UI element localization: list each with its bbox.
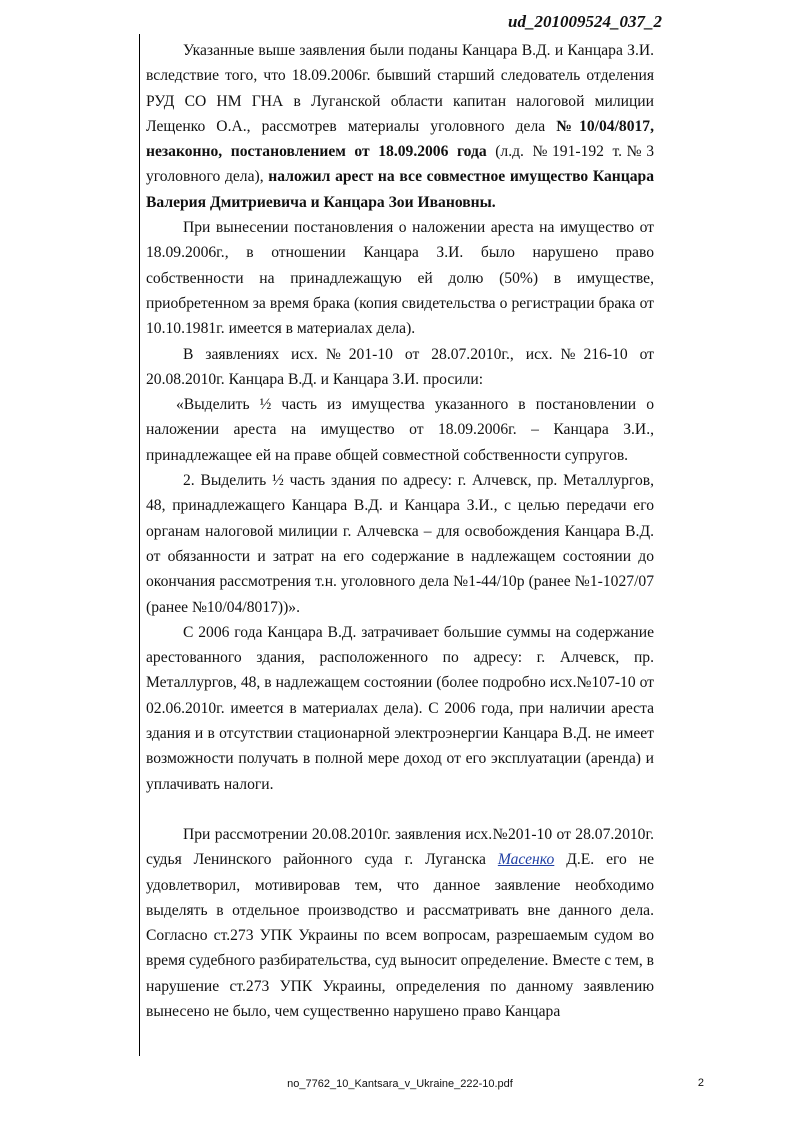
paragraph-text: Указанные выше заявления были поданы Канцара В.Д. и Канцара З.И. вследствие того, что 18.09.2006г. бывший старший следователь отделения РУД СО НМ ГНА в Луганской области капитан налоговой милиции Лещенко О.А., рассмотрев материалы уголовного дела [146, 42, 654, 135]
left-margin-rule [139, 34, 140, 1056]
footer-filename: no_7762_10_Kantsara_v_Ukraine_222-10.pdf [287, 1078, 513, 1090]
paragraph-quote-item-2: 2. Выделить ½ часть здания по адресу: г. Алчевск, пр. Металлургов, 48, принадлежащего Канцара В.Д. и Канцара З.И., с целью передачи его органам налоговой милиции г. Алчевска – для освобождения Канцара В.Д. от обязанности и затрат на его содержание в надлежащем состоянии до окончания рассмотрения т.н. уголовного дела №1-44/10р (ранее №1-1027/07 (ранее №10/04/8017))». [146, 472, 654, 616]
footer-page-number: 2 [697, 1077, 704, 1089]
document-body [146, 38, 654, 1024]
paragraph-quote-item-1: «Выделить ½ часть из имущества указанного в постановлении о наложении ареста на имущество от 18.09.2006г. – Канцара З.И., принадлежащее ей на праве общей совместной собственности супругов. [146, 396, 654, 464]
paragraph-property-rights: При вынесении постановления о наложении ареста на имущество от 18.09.2006г., в отношении Канцара З.И. было нарушено право собственности на принадлежащую ей долю (50%) в имуществе, приобретенном за время брака (копия свидетельства о регистрации брака от 10.10.1981г. имеется в материалах дела). [146, 219, 654, 338]
paragraph-gap [146, 797, 654, 822]
bold-text: №10/04/8017, незаконно, постановлением от 18.09.2006 года [146, 117, 655, 161]
paragraph-text: При рассмотрении 20.08.2010г. заявления исх.№201-10 от 28.07.2010г. судья Ленинского районного суда г. Луганска [146, 825, 654, 869]
paragraph-arrest-background [146, 38, 654, 215]
document-id: ud_201009524_037_2 [508, 12, 662, 31]
paragraph-applications: В заявлениях исх.№201-10 от 28.07.2010г., исх.№216-10 от 20.08.2010г. Канцара В.Д. и Канцара З.И. просили: [146, 345, 654, 388]
paragraph-expenses: С 2006 года Канцара В.Д. затрачивает большие суммы на содержание арестованного здания, расположенного по адресу: г. Алчевск, пр. Металлургов, 48, в надлежащем состоянии (более подробно исх.№107-10 от 02.06.2010г. имеется в материалах дела). С 2006 года, при наличии ареста здания и в отсутствии стационарной электроэнергии Канцара В.Д. не имеет возможности получать в полной мере доход от его эксплуатации (аренда) и уплачивать налоги. [146, 623, 654, 793]
bold-text: наложил арест на все совместное имущество Канцара Валерия Дмитриевича и Канцара Зои Ивановны. [146, 168, 655, 211]
paragraph-court-review [146, 822, 654, 1024]
judge-name-link[interactable]: Масенко [497, 851, 555, 869]
paragraph-text: Д.Е. его не удовлетворил, мотивировав тем, что данное заявление необходимо выделять в отдельное производство и рассматривать вне данного дела. Согласно ст.273 УПК Украины по всем вопросам, разрешаемым судом во время судебного разбирательства, суд выносит определение. Вместе с тем, в нарушение ст.273 УПК Украины, определения по данному заявлению вынесено не было, чем существенно нарушено право Канцара [146, 851, 654, 1020]
paragraph-text: (л.д. №191-192 т.№3 уголовного дела), [146, 143, 655, 186]
